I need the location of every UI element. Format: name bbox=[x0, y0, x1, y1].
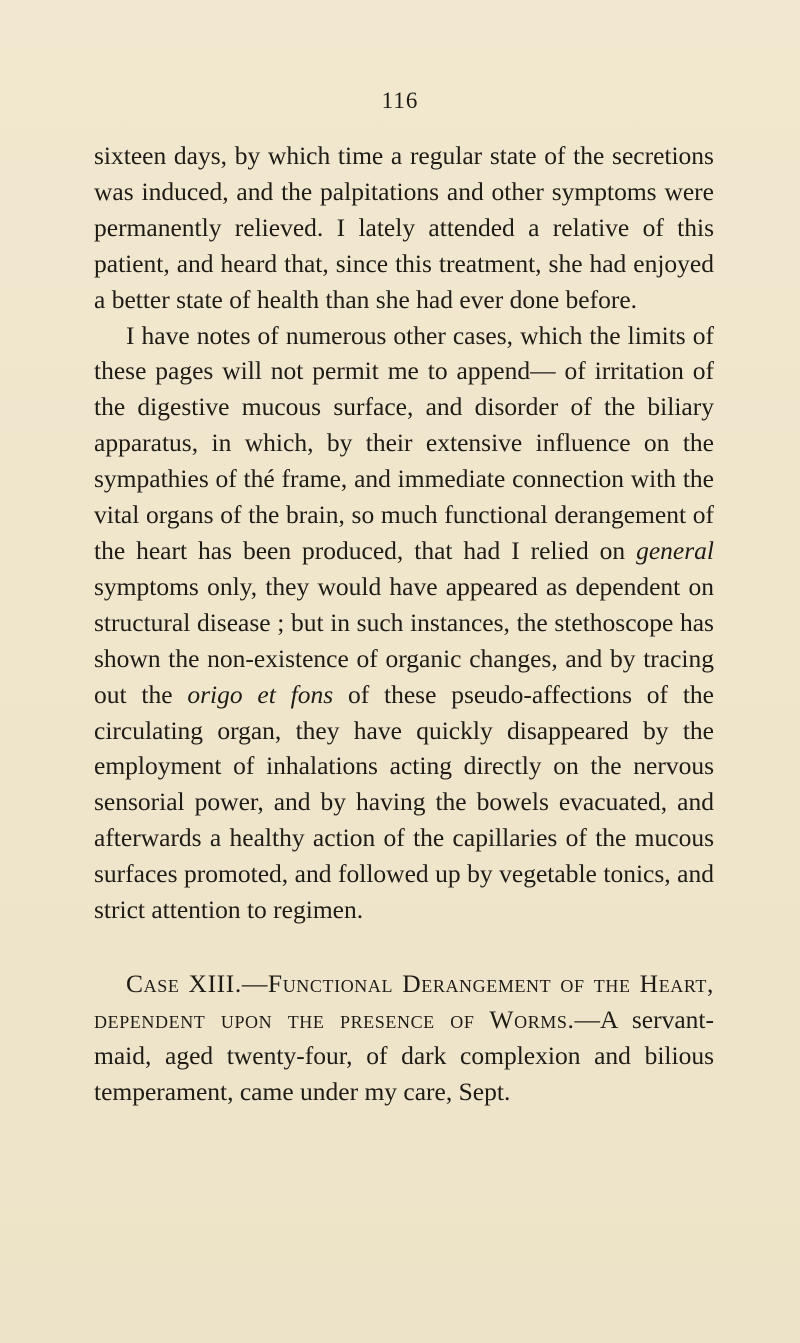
case-body: —A servant-maid, aged twenty-four, of dark complexion and bilious temperament, came under my care, Sept. bbox=[94, 1004, 714, 1106]
paragraph-2-part-3: of these pseudo-affections of the circulating organ, they have quickly disappeared by the employment of inhalations acting directly on the nervous sensorial power, and by having the bowels evacuated, and afterwards a healthy action of the capillaries of the mucous surfaces promoted, and followed up by vegetable tonics, and strict attention to regimen. bbox=[94, 679, 714, 925]
page-body bbox=[94, 138, 714, 1110]
italic-general: general bbox=[636, 535, 714, 565]
case-xiii bbox=[94, 966, 714, 1110]
page-number: 116 bbox=[381, 88, 419, 113]
case-heading: Case XIII.—Functional Derangement of the Heart, dependent upon the presence of Worms. bbox=[94, 968, 714, 1034]
paragraph-2-part-1: I have notes of numerous other cases, which the limits of these pages will not permit me to append— of irritation of the digestive mucous surface, and disorder of the biliary apparatus, in which, by their extensive influence on the sympathies of thé frame, and immediate connection with the vital organs of the brain, so much functional derangement of the heart has been produced, that had I relied on bbox=[94, 320, 714, 565]
paragraph-1: sixteen days, by which time a regular state of the secretions was induced, and the palpitations and other symptoms were permanently relieved. I lately attended a relative of this patient, and heard that, since this treatment, she had enjoyed a better state of health than she had ever done before. bbox=[94, 141, 714, 314]
italic-origo-et-fons: origo et fons bbox=[187, 679, 334, 709]
paragraph-2 bbox=[94, 318, 714, 928]
paragraph-2-part-2: symptoms only, they would have appeared as dependent on structural disease ; but in such instances, the stethoscope has shown the non-existence of organic changes, and by tracing out the bbox=[94, 571, 714, 709]
